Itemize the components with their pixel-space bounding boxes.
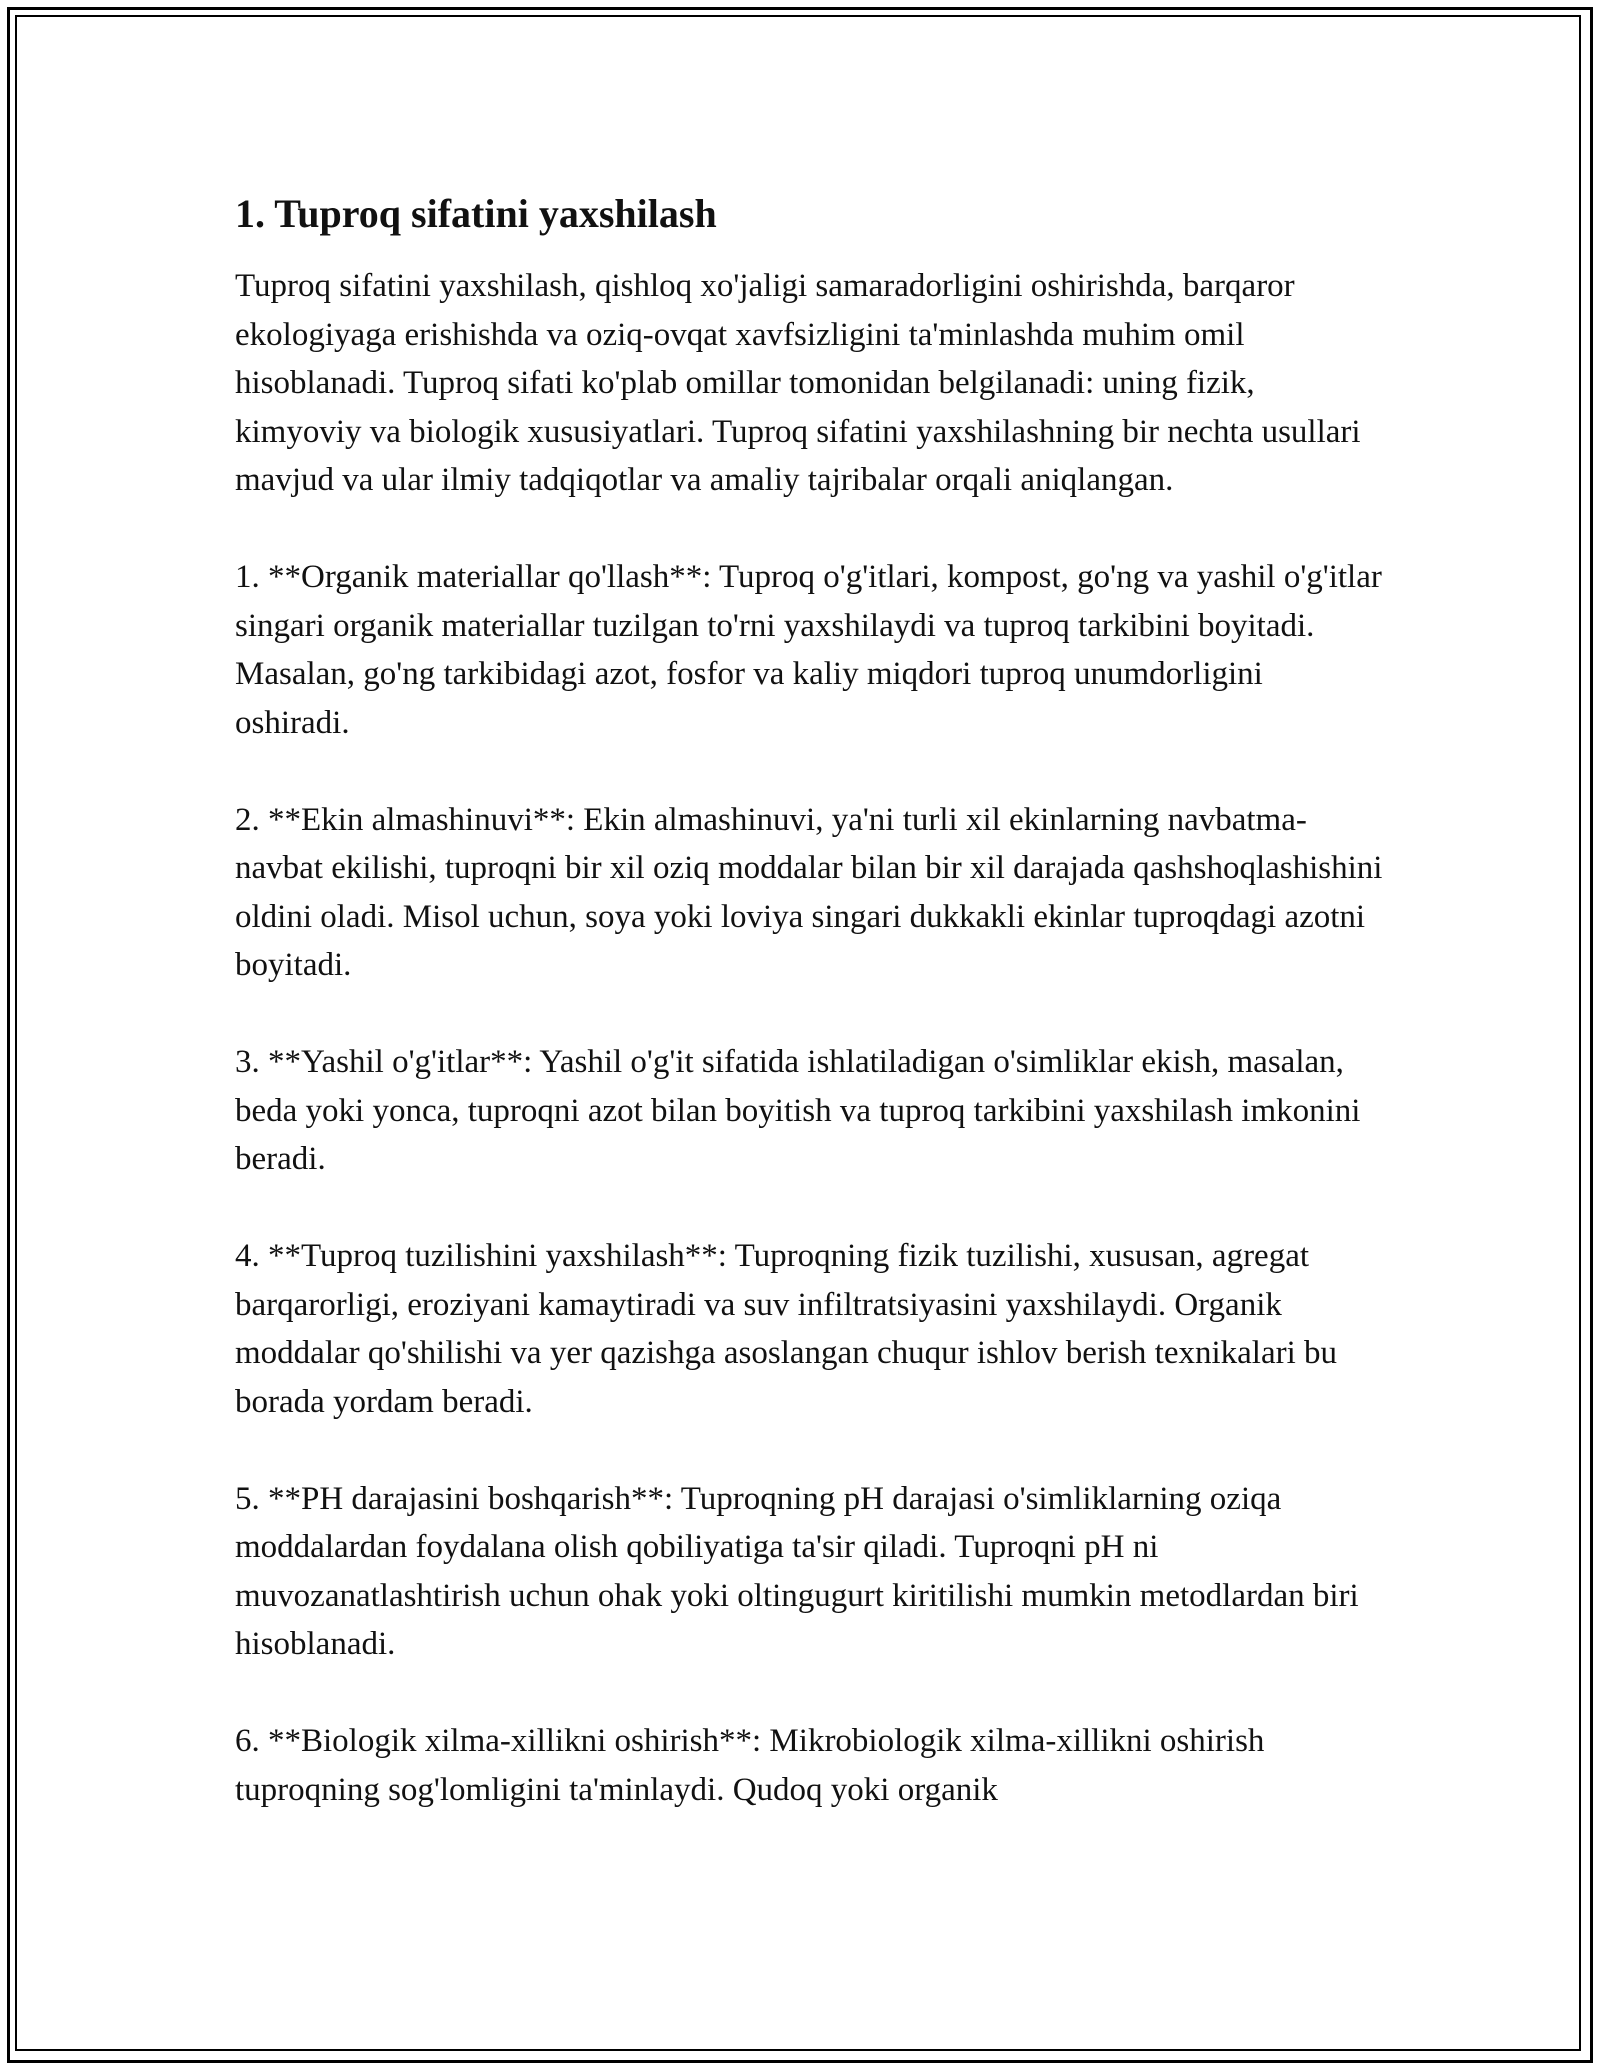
list-item-ph-management: 5. **PH darajasini boshqarish**: Tuproqning pH darajasi o'simliklarning oziqa moddalardan foydalana olish qobiliyatiga ta'sir qiladi. Tuproqni pH ni muvozanatlashtirish uchun ohak yoki oltingugurt kiritilishi mumkin metodlardan biri hisoblanadi. bbox=[235, 1480, 1359, 1662]
list-item-soil-structure: 4. **Tuproq tuzilishini yaxshilash**: Tuproqning fizik tuzilishi, xususan, agregat barqarorligi, eroziyani kamaytiradi va suv infiltratsiyasini yaxshilaydi. Organik moddalar qo'shilishi va yer qazishga asoslangan chuqur ishlov berish texnikalari bu borada yordam beradi. bbox=[235, 1238, 1338, 1420]
list-item-green-manure: 3. **Yashil o'g'itlar**: Yashil o'g'it sifatida ishlatiladigan o'simliklar ekish, masalan, beda yoki yonca, tuproqni azot bilan boyitish va tuproq tarkibini yaxshilash imkonini beradi. bbox=[235, 1044, 1361, 1177]
document-body bbox=[235, 188, 1385, 1863]
list-item-crop-rotation: 2. **Ekin almashinuvi**: Ekin almashinuvi, ya'ni turli xil ekinlarning navbatma-navbat ekilishi, tuproqni bir xil oziq moddalar bilan bir xil darajada qashshoqlashishini oldini oladi. Misol uchun, soya yoki loviya singari dukkakli ekinlar tuproqdagi azotni boyitadi. bbox=[235, 801, 1383, 983]
list-item-organic-materials: 1. **Organik materiallar qo'llash**: Tuproq o'g'itlari, kompost, go'ng va yashil o'g'itlar singari organik materiallar tuzilgan to'rni yaxshilaydi va tuproq tarkibini boyitadi. Masalan, go'ng tarkibidagi azot, fosfor va kaliy miqdori tuproq unumdorligini oshiradi. bbox=[235, 559, 1382, 741]
list-item-biodiversity: 6. **Biologik xilma-xillikni oshirish**: Mikrobiologik xilma-xillikni oshirish tuproqning sog'lomligini ta'minlaydi. Qudoq yoki organik bbox=[235, 1723, 1265, 1808]
intro-paragraph: Tuproq sifatini yaxshilash, qishloq xo'jaligi samaradorligini oshirishda, barqaror ekologiyaga erishishda va oziq-ovqat xavfsizligini ta'minlashda muhim omil hisoblanadi. Tuproq sifati ko'plab omillar tomonidan belgilanadi: uning fizik, kimyoviy va biologik xususiyatlari. Tuproq sifatini yaxshilashning bir nechta usullari mavjud va ular ilmiy tadqiqotlar va amaliy tajribalar orqali aniqlangan. bbox=[235, 268, 1361, 498]
section-title: 1. Tuproq sifatini yaxshilash bbox=[235, 191, 717, 236]
